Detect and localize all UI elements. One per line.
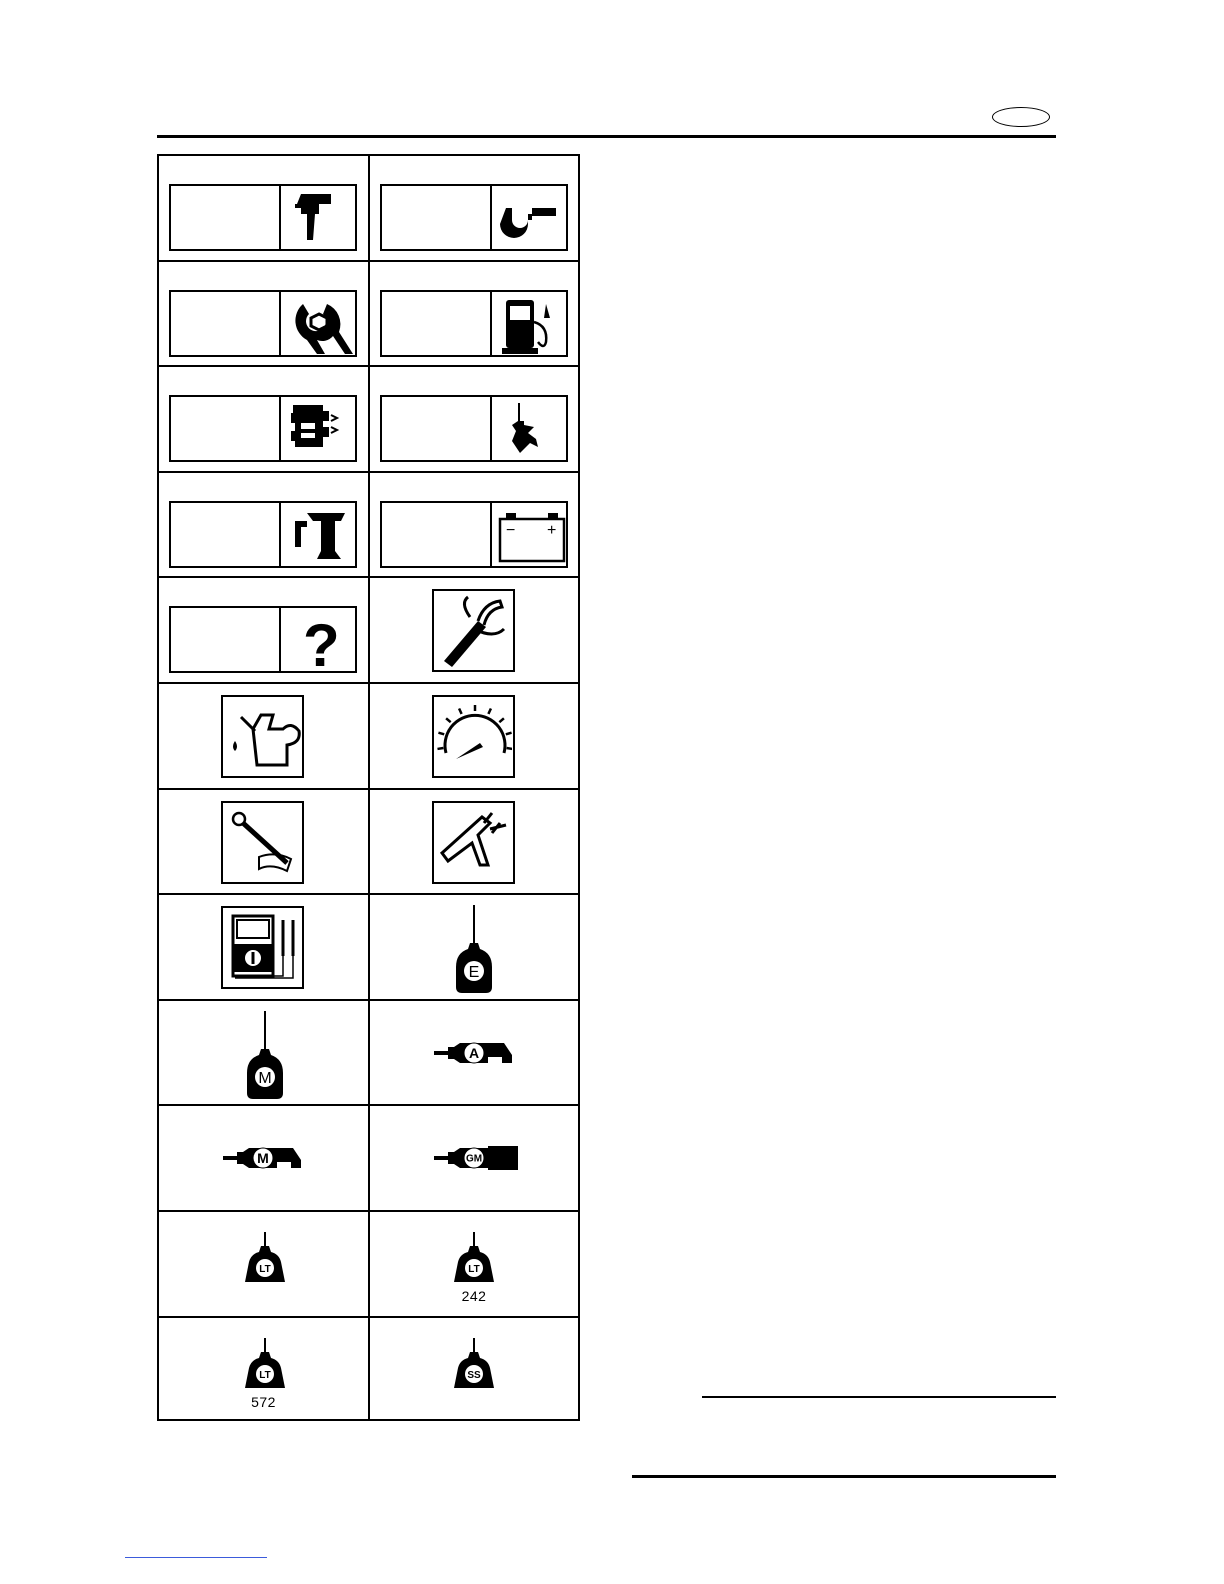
symbol-cell-1-2 xyxy=(370,156,578,262)
symbol-cell-1-1 xyxy=(159,156,370,262)
symbol-label-box xyxy=(169,606,357,673)
symbol-label-box xyxy=(380,395,568,462)
symbol-cell-5-2 xyxy=(370,578,578,684)
outboard-motor-icon xyxy=(281,186,355,249)
lower-unit-icon xyxy=(492,397,566,460)
svg-text:E: E xyxy=(468,964,480,982)
svg-text:+: + xyxy=(547,521,557,539)
wrench-nut-icon xyxy=(281,292,355,355)
footer-link-underline xyxy=(125,1557,267,1558)
symbol-label-box xyxy=(169,290,357,357)
symbol-cell-9-1 xyxy=(159,1001,370,1107)
grease-tube-icon xyxy=(370,1106,578,1210)
powerhead-icon xyxy=(281,397,355,460)
oil-can-icon xyxy=(221,695,304,778)
symbol-label-box xyxy=(380,184,568,251)
symbol-label-box xyxy=(380,501,568,568)
svg-text:GM: GM xyxy=(465,1153,483,1165)
battery-icon xyxy=(492,503,566,566)
grease-tube-icon xyxy=(159,1106,368,1210)
symbol-cell-9-2 xyxy=(370,1001,578,1107)
symbol-grid xyxy=(157,154,580,1421)
svg-text:LT: LT xyxy=(468,1264,480,1275)
vernier-caliper-icon xyxy=(432,801,515,884)
symbol-label-box xyxy=(169,501,357,568)
question-mark-icon xyxy=(281,608,355,671)
symbol-cell-5-1 xyxy=(159,578,370,684)
bottom-rule xyxy=(632,1475,1056,1478)
header-rule xyxy=(157,135,1056,138)
svg-text:LT: LT xyxy=(258,1369,271,1381)
symbol-cell-3-1 xyxy=(159,367,370,473)
symbol-cell-4-1 xyxy=(159,473,370,579)
svg-text:M: M xyxy=(257,1069,272,1087)
symbol-cell-2-1 xyxy=(159,262,370,368)
symbol-cell-7-1 xyxy=(159,790,370,896)
multimeter-icon xyxy=(221,906,304,989)
symbol-cell-10-2 xyxy=(370,1106,578,1212)
section-rule xyxy=(702,1396,1056,1398)
symbol-cell-12-1 xyxy=(159,1318,370,1420)
symbol-caption: 572 xyxy=(251,1393,276,1410)
svg-text:A: A xyxy=(468,1044,480,1061)
locking-agent-icon xyxy=(370,1318,578,1420)
symbol-cell-11-1 xyxy=(159,1212,370,1318)
fuel-pump-icon xyxy=(492,292,566,355)
oil-bottle-icon xyxy=(159,1001,368,1105)
language-badge xyxy=(992,107,1050,127)
svg-text:−: − xyxy=(506,521,516,539)
symbol-cell-8-1 xyxy=(159,895,370,1001)
svg-text:?: ? xyxy=(303,612,340,671)
symbol-cell-2-2 xyxy=(370,262,578,368)
locking-agent-icon xyxy=(159,1212,368,1316)
symbol-cell-8-2 xyxy=(370,895,578,1001)
symbol-cell-10-1 xyxy=(159,1106,370,1212)
svg-text:LT: LT xyxy=(258,1264,271,1275)
symbol-cell-3-2 xyxy=(370,367,578,473)
engine-speed-gauge-icon xyxy=(432,695,515,778)
symbol-caption: 242 xyxy=(461,1288,487,1304)
symbol-cell-4-2 xyxy=(370,473,578,579)
symbol-cell-11-2 xyxy=(370,1212,578,1318)
symbol-label-box xyxy=(169,395,357,462)
grease-tube-icon xyxy=(370,1001,578,1105)
symbol-label-box xyxy=(380,290,568,357)
svg-text:M: M xyxy=(257,1150,269,1167)
svg-text:SS: SS xyxy=(467,1369,481,1381)
symbol-cell-6-2 xyxy=(370,684,578,790)
symbol-cell-7-2 xyxy=(370,790,578,896)
symbol-cell-12-2 xyxy=(370,1318,578,1420)
micrometer-icon xyxy=(492,186,566,249)
symbol-cell-6-1 xyxy=(159,684,370,790)
bracket-unit-icon xyxy=(281,503,355,566)
torque-wrench-icon xyxy=(221,801,304,884)
special-tool-icon xyxy=(432,589,515,672)
oil-bottle-icon xyxy=(370,895,578,999)
symbol-label-box xyxy=(169,184,357,251)
